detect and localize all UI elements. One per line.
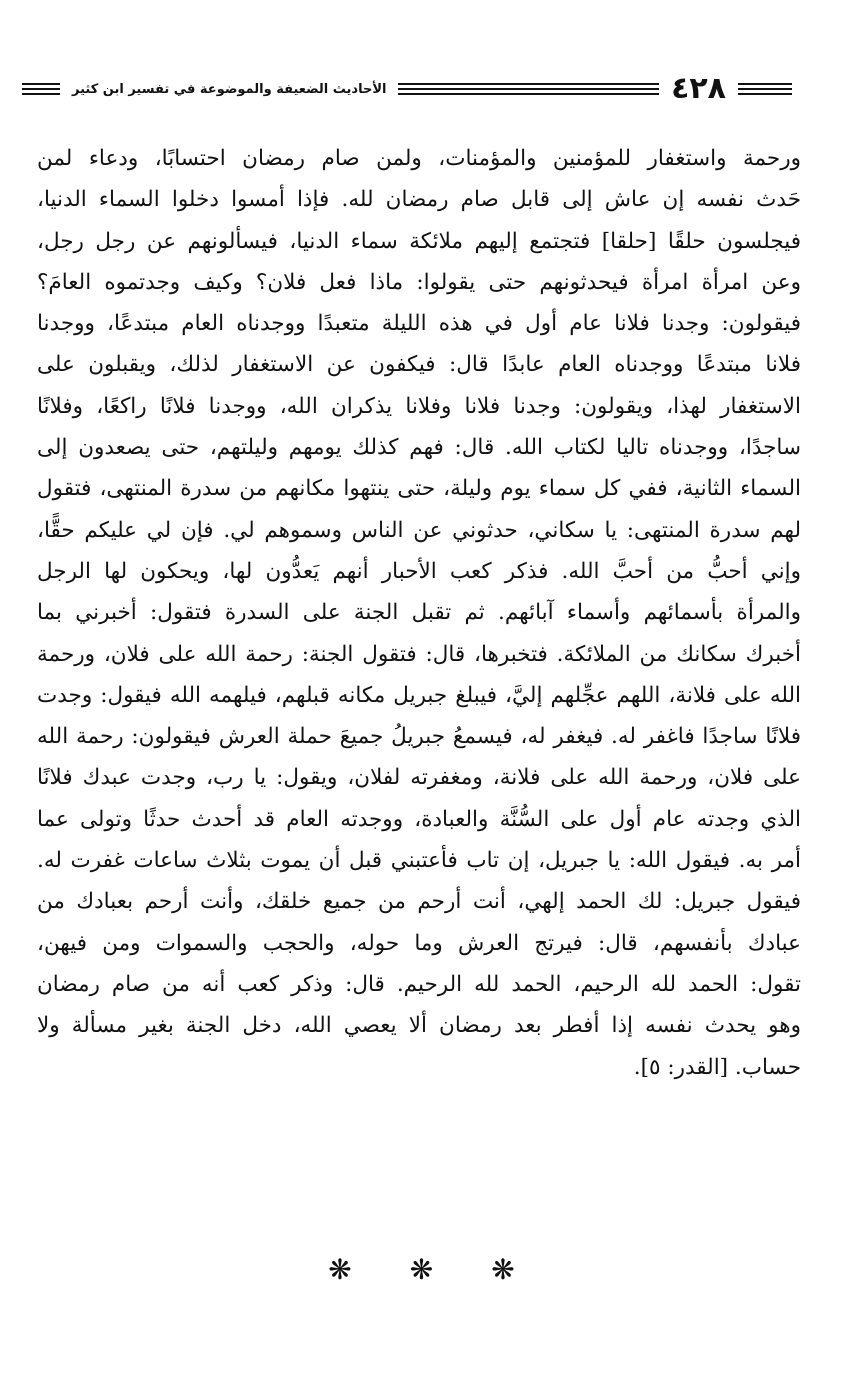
rule-line bbox=[398, 88, 659, 90]
text-line: فيجلسون حلقًا [حلقا] فتجتمع إليهم ملائكة سماء الدنيا، فيسألونهم عن رجل رجل، bbox=[37, 228, 801, 254]
asterism-icon: ❋ bbox=[409, 1253, 434, 1286]
text-line: حَدث نفسه إن عاش إلى قابل صام رمضان لله. فإذا أمسوا دخلوا السماء الدنيا، bbox=[37, 187, 801, 213]
running-title: الأحاديث الضعيفة والموضوعة في تفسير ابن كثير bbox=[72, 81, 387, 97]
rule-line bbox=[22, 83, 60, 85]
header-rule-middle bbox=[398, 83, 659, 95]
rule-line bbox=[398, 93, 659, 95]
header-rule-left bbox=[22, 83, 60, 95]
text-line: الذي وجدته عام أول على السُّنَّة والعبادة، ووجدته العام قد أحدث حدثًا وتولى عما bbox=[37, 806, 801, 832]
text-line: السماء الثانية، ففي كل سماء يوم وليلة، حتى ينتهوا مكانهم من سدرة المنتهى، فتقول bbox=[37, 476, 801, 502]
rule-line bbox=[22, 88, 60, 90]
text-line-last: حساب. [القدر: ٥]. bbox=[633, 1054, 801, 1080]
page-header bbox=[22, 71, 792, 106]
rule-line bbox=[22, 93, 60, 95]
page-number: ٤٢٨ bbox=[671, 71, 726, 106]
text-line: وإني أحبُّ من أحبَّ الله. فذكر كعب الأحبار أنهم يَعدُّون لها، ويحكون لها الرجل bbox=[37, 558, 801, 584]
text-line: الله على فلانة، اللهم عجِّلهم إليَّ، فيبلغ جبريل مكانه قبلهم، فيلهمه الله فيقول: وجدت bbox=[37, 682, 801, 708]
text-line: وعن امرأة امرأة فيحدثونهم حتى يقولوا: ماذا فعل فلان؟ وكيف وجدتموه العامَ؟ bbox=[37, 269, 801, 295]
text-line: عبادك بأنفسهم، قال: فيرتج العرش وما حوله، والحجب والسموات ومن فيهن، bbox=[37, 930, 801, 956]
rule-line bbox=[738, 88, 792, 90]
text-line: الاستغفار لهذا، ويقولون: وجدنا فلانا وفلانا يذكران الله، ووجدنا فلانًا راكعًا، وفلانًا bbox=[37, 393, 801, 419]
text-line: أمر به. فيقول الله: يا جبريل، إن تاب فأعتبني قبل أن يموت بثلاث ساعات غفرت له. bbox=[37, 848, 801, 874]
text-line: وهو يحدث نفسه إذا أفطر بعد رمضان ألا يعصي الله، دخل الجنة بغير مسألة ولا bbox=[37, 1013, 801, 1039]
text-line: فلانًا ساجدًا فاغفر له. فيغفر له، فيسمعُ جبريلُ جميعَ حملة العرش فيقولون: رحمة الله bbox=[37, 724, 801, 750]
section-divider bbox=[0, 1255, 843, 1285]
text-line: ورحمة واستغفار للمؤمنين والمؤمنات، ولمن صام رمضان احتسابًا، ودعاء لمن bbox=[37, 146, 801, 171]
body-text bbox=[37, 138, 801, 1088]
asterism-icon: ❋ bbox=[491, 1253, 515, 1286]
text-line: على فلان، ورحمة الله على فلانة، ومغفرته لفلان، ويقول: يا رب، وجدت عبدك فلانًا bbox=[37, 765, 801, 791]
text-line: فلانا مبتدعًا ووجدناه العام عابدًا قال: فيكفون عن الاستغفار لذلك، ويقبلون على bbox=[37, 352, 801, 378]
rule-line bbox=[738, 83, 792, 85]
text-line: والمرأة بأسمائهم وأسماء آبائهم. ثم تقبل الجنة على السدرة فتقول: أخبرني بما bbox=[37, 600, 801, 626]
rule-line bbox=[398, 83, 659, 85]
rule-line bbox=[738, 93, 792, 95]
header-rule-right bbox=[738, 83, 792, 95]
text-line: تقول: الحمد لله الرحيم، الحمد لله الرحيم. قال: وذكر كعب أنه من صام رمضان bbox=[37, 971, 801, 997]
text-line: لهم سدرة المنتهى: يا سكاني، حدثوني عن الناس وسموهم لي. فإن لي عليكم حقًّا، bbox=[37, 517, 801, 543]
text-line: فيقولون: وجدنا فلانا عام أول في هذه الليلة متعبدًا ووجدناه العام مبتدعًا، ووجدنا bbox=[37, 311, 801, 337]
text-line: فيقول جبريل: لك الحمد إلهي، أنت أرحم من جميع خلقك، وأنت أرحم بعبادك من bbox=[37, 889, 801, 915]
text-line: أخبرك سكانك من الملائكة. فتخبرها، قال: فتقول الجنة: رحمة الله على فلان، ورحمة bbox=[37, 641, 801, 667]
text-line: ساجدًا، ووجدناه تاليا لكتاب الله. قال: فهم كذلك يومهم وليلتهم، حتى يصعدون إلى bbox=[37, 435, 801, 461]
asterism-icon: ❋ bbox=[328, 1253, 352, 1286]
